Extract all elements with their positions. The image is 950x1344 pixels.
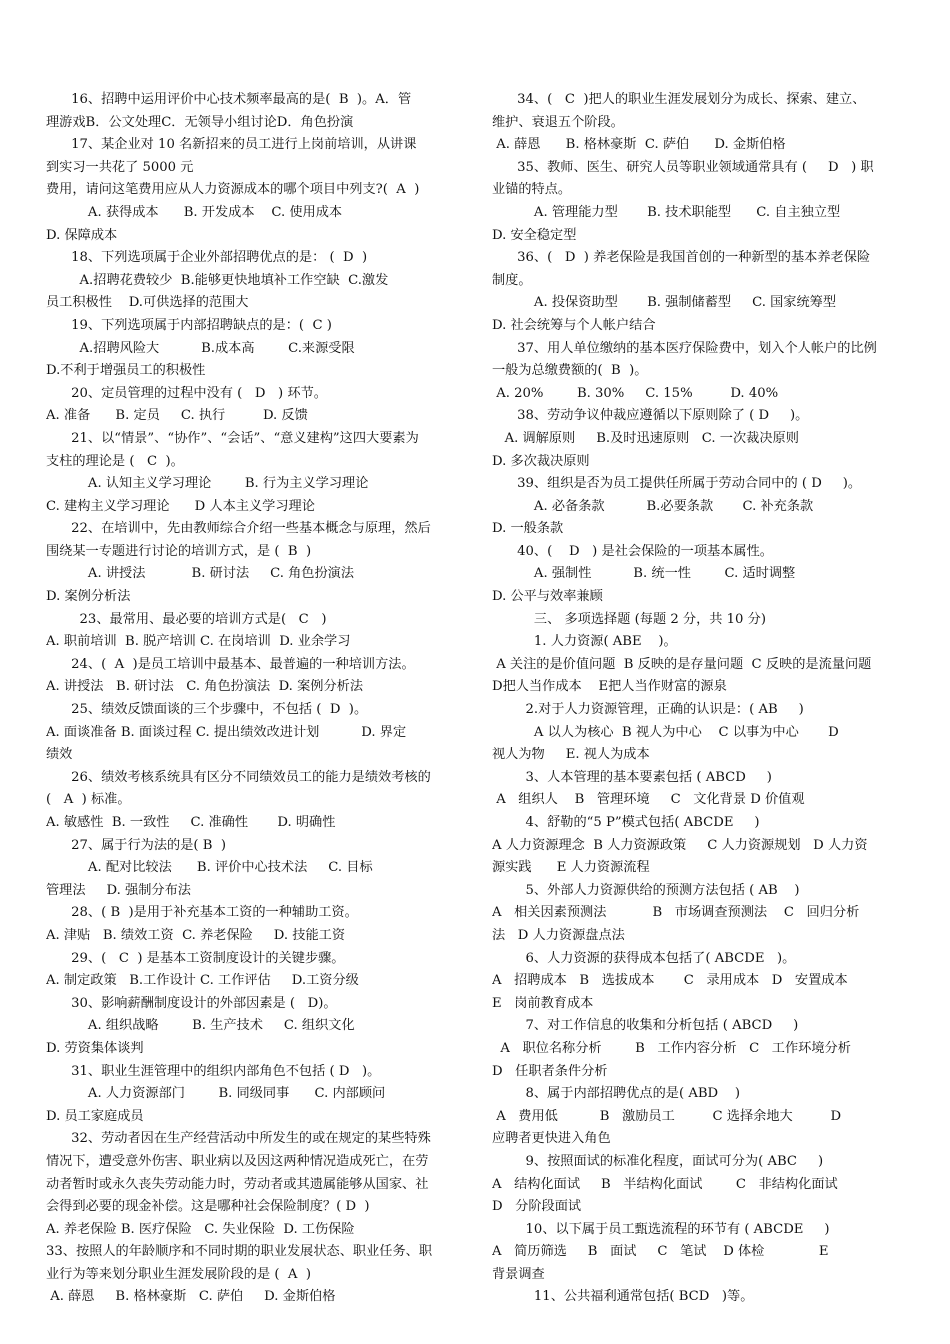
text-line: 35、教师、医生、研究人员等职业领域通常具有 ( D ) 职	[492, 159, 874, 175]
text-line: D. 安全稳定型	[492, 227, 577, 243]
text-line: 视人为物 E. 视人为成本	[492, 747, 650, 763]
text-line: A. 必备条款 B.必要条款 C. 补充条款	[492, 498, 814, 514]
text-line: 18、下列选项属于企业外部招聘优点的是： ( D )	[46, 250, 368, 266]
text-line: 36、( D ) 养老保险是我国首创的一种新型的基本养老保险	[492, 250, 871, 266]
text-line: 11、公共福利通常包括( BCD )等。	[492, 1289, 754, 1305]
text-line: A. 讲授法 B. 研讨法 C. 角色扮演法	[46, 566, 355, 582]
text-line: 27、属于行为法的是( B )	[46, 837, 226, 853]
text-line: 员工积极性 D.可供选择的范围大	[46, 295, 249, 311]
text-line: A 费用低 B 激励员工 C 选择余地大 D	[492, 1108, 842, 1124]
text-line: A. 认知主义学习理论 B. 行为主义学习理论	[46, 476, 369, 492]
text-line: D把人当作成本 E把人当作财富的源泉	[492, 679, 727, 695]
text-line: 背景调查	[492, 1266, 545, 1282]
text-line: D. 一般条款	[492, 521, 564, 537]
text-line: 39、组织是否为员工提供任所属于劳动合同中的 ( D )。	[492, 476, 862, 492]
text-line: A.招聘风险大 B.成本高 C.来源受限	[46, 340, 355, 356]
text-line: A. 投保资助型 B. 强制储蓄型 C. 国家统筹型	[492, 295, 837, 311]
text-line: 7、对工作信息的收集和分析包括 ( ABCD )	[492, 1018, 799, 1034]
text-line: 一般为总缴费额的( B )。	[492, 363, 648, 379]
text-line: 支柱的理论是 ( C )。	[46, 453, 184, 469]
text-line: 21、以“情景”、“协作”、“会话”、“意义建构”这四大要素为	[46, 430, 419, 446]
text-line: A. 讲授法 B. 研讨法 C. 角色扮演法 D. 案例分析法	[46, 679, 364, 695]
text-line: A. 津贴 B. 绩效工资 C. 养老保险 D. 技能工资	[46, 927, 346, 943]
text-line: 26、绩效考核系统具有区分不同绩效员工的能力是绩效考核的	[46, 769, 431, 785]
text-line: A 组织人 B 管理环境 C 文化背景 D 价值观	[492, 792, 805, 808]
text-line: 23、最常用、最必要的培训方式是( C )	[46, 611, 327, 627]
text-line: 围绕某一专题进行讨论的培训方式，是 ( B )	[46, 543, 312, 559]
text-line: ( A ) 标准。	[46, 792, 131, 808]
text-line: 19、下列选项属于内部招聘缺点的是：( C )	[46, 317, 332, 333]
text-line: 2.对于人力资源管理，正确的认识是：( AB )	[492, 702, 804, 718]
text-line: 3、人本管理的基本要素包括 ( ABCD )	[492, 769, 772, 785]
text-line: A 相关因素预测法 B 市场调查预测法 C 回归分析	[492, 905, 860, 921]
text-line: D. 保障成本	[46, 227, 118, 243]
text-line: 费用，请问这笔费用应从人力资源成本的哪个项目中列支?( A )	[46, 182, 420, 198]
text-line: 6、人力资源的获得成本包括了( ABCDE )。	[492, 950, 796, 966]
text-line: A 招聘成本 B 选拔成本 C 录用成本 D 安置成本	[492, 973, 848, 989]
text-line: 24、( A )是员工培训中最基本、最普遍的一种培训方法。	[46, 656, 415, 672]
text-line: A. 制定政策 B.工作设计 C. 工作评估 D.工资分级	[46, 973, 359, 989]
text-line: 理游戏B．公文处理C．无领导小组讨论D．角色扮演	[46, 114, 354, 130]
text-line: A. 强制性 B. 统一性 C. 适时调整	[492, 566, 796, 582]
text-line: 维护、衰退五个阶段。	[492, 114, 624, 130]
text-line: D. 多次裁决原则	[492, 453, 590, 469]
text-line: 三、 多项选择题 (每题 2 分，共 10 分)	[492, 611, 766, 627]
text-line: 31、职业生涯管理中的组织内部角色不包括 ( D )。	[46, 1063, 381, 1079]
text-line: A. 获得成本 B. 开发成本 C. 使用成本	[46, 204, 343, 220]
text-line: D. 公平与效率兼顾	[492, 589, 603, 605]
text-line: A. 组织战略 B. 生产技术 C. 组织文化	[46, 1018, 355, 1034]
right-column	[492, 89, 906, 1309]
text-line: A. 职前培训 B. 脱产培训 C. 在岗培训 D. 业余学习	[46, 634, 351, 650]
text-line: A. 养老保险 B. 医疗保险 C. 失业保险 D. 工伤保险	[46, 1221, 355, 1237]
text-line: A 结构化面试 B 半结构化面试 C 非结构化面试	[492, 1176, 838, 1192]
text-line: 25、绩效反馈面谈的三个步骤中，不包括 ( D )。	[46, 702, 368, 718]
text-line: 8、属于内部招聘优点的是( ABD )	[492, 1086, 741, 1102]
text-line: A. 薛恩 B. 格林豪斯 C. 萨伯 D. 金斯伯格	[492, 137, 786, 153]
text-line: 业锚的特点。	[492, 182, 572, 198]
text-line: 28、( B )是用于补充基本工资的一种辅助工资。	[46, 905, 358, 921]
text-line: 制度。	[492, 272, 532, 288]
text-line: A. 配对比较法 B. 评价中心技术法 C. 目标	[46, 860, 373, 876]
text-line: 1. 人力资源( ABE )。	[492, 634, 677, 650]
text-line: C. 建构主义学习理论 D 人本主义学习理论	[46, 498, 315, 514]
text-line: 22、在培训中，先由教师综合介绍一些基本概念与原理，然后	[46, 521, 431, 537]
text-line: 17、某企业对 10 名新招来的员工进行上岗前培训，从讲课	[46, 137, 417, 153]
text-line: 16、招聘中运用评价中心技术频率最高的是( B )。A．管	[46, 92, 412, 107]
text-line: A 以人为核心 B 视人为中心 C 以事为中心 D	[492, 724, 839, 740]
text-line: 34、( C )把人的职业生涯发展划分为成长、探索、建立、	[492, 92, 866, 107]
text-line: A. 敏感性 B. 一致性 C. 准确性 D. 明确性	[46, 815, 336, 830]
text-line: A 职位名称分析 B 工作内容分析 C 工作环境分析	[492, 1040, 851, 1056]
text-line: A. 面谈准备 B. 面谈过程 C. 提出绩效改进计划 D. 界定	[46, 724, 407, 740]
text-line: 32、劳动者因在生产经营活动中所发生的或在规定的某些特殊	[46, 1131, 431, 1147]
text-line: A 关注的是价值问题 B 反映的是存量问题 C 反映的是流量问题	[492, 656, 872, 672]
text-line: 38、劳动争议仲裁应遵循以下原则除了 ( D )。	[492, 408, 809, 424]
text-line: A 人力资源理念 B 人力资源政策 C 人力资源规划 D 人力资	[492, 837, 868, 853]
text-line: A 简历筛选 B 面试 C 笔试 D 体检 E	[492, 1244, 829, 1260]
text-line: 33、按照人的年龄顺序和不同时期的职业发展状态、职业任务、职	[46, 1244, 433, 1260]
text-line: 到实习一共花了 5000 元	[46, 159, 194, 175]
text-line: 应聘者更快进入角色	[492, 1131, 611, 1147]
text-line: A. 薛恩 B. 格林豪斯 C. 萨伯 D. 金斯伯格	[46, 1289, 336, 1305]
text-line: A. 20% B. 30% C. 15% D. 40%	[492, 385, 779, 401]
text-line: 40、( D ) 是社会保险的一项基本属性。	[492, 543, 773, 559]
text-line: D.不利于增强员工的积极性	[46, 363, 206, 379]
text-line: 动者暂时或永久丧失劳动能力时，劳动者或其遗属能够从国家、社	[46, 1176, 429, 1192]
text-line: 法 D 人力资源盘点法	[492, 927, 625, 943]
text-line: D. 案例分析法	[46, 589, 131, 605]
text-line: D. 员工家庭成员	[46, 1108, 144, 1124]
text-line: D. 劳资集体谈判	[46, 1040, 144, 1056]
text-line: 30、影响薪酬制度设计的外部因素是 ( D)。	[46, 995, 337, 1011]
text-line: 情况下，遭受意外伤害、职业病以及因这两种情况造成死亡，在劳	[46, 1153, 429, 1169]
text-line: A. 调解原则 B.及时迅速原则 C. 一次裁决原则	[492, 430, 799, 446]
text-line: 会得到必要的现金补偿。这是哪种社会保险制度？( D )	[46, 1199, 370, 1215]
left-column	[46, 89, 460, 1309]
text-line: 4、舒勒的“5 P”模式包括( ABCDE )	[492, 815, 760, 830]
text-line: 业行为等来划分职业生涯发展阶段的是 ( A )	[46, 1266, 311, 1282]
text-line: 29、( C ) 是基本工资制度设计的关键步骤。	[46, 950, 345, 966]
text-line: A. 管理能力型 B. 技术职能型 C. 自主独立型	[492, 204, 841, 220]
text-line: 源实践 E 人力资源流程	[492, 860, 650, 876]
text-line: D 分阶段面试	[492, 1199, 582, 1215]
text-line: E 岗前教育成本	[492, 995, 594, 1011]
text-line: 10、以下属于员工甄选流程的环节有 ( ABCDE )	[492, 1221, 830, 1237]
text-line: 20、定员管理的过程中没有 ( D ) 环节。	[46, 385, 327, 401]
text-line: A.招聘花费较少 B.能够更快地填补工作空缺 C.激发	[46, 272, 389, 288]
text-line: 管理法 D. 强制分布法	[46, 882, 191, 898]
text-line: 绩效	[46, 747, 73, 763]
text-line: D. 社会统筹与个人帐户结合	[492, 317, 656, 333]
text-line: A. 准备 B. 定员 C. 执行 D. 反馈	[46, 408, 308, 424]
text-line: 9、按照面试的标准化程度，面试可分为( ABC )	[492, 1153, 824, 1169]
text-line: D 任职者条件分析	[492, 1063, 608, 1079]
text-line: 5、外部人力资源供给的预测方法包括 ( AB )	[492, 882, 800, 898]
text-line: 37、用人单位缴纳的基本医疗保险费中，划入个人帐户的比例	[492, 340, 877, 356]
text-line: A. 人力资源部门 B. 同级同事 C. 内部顾问	[46, 1086, 386, 1102]
